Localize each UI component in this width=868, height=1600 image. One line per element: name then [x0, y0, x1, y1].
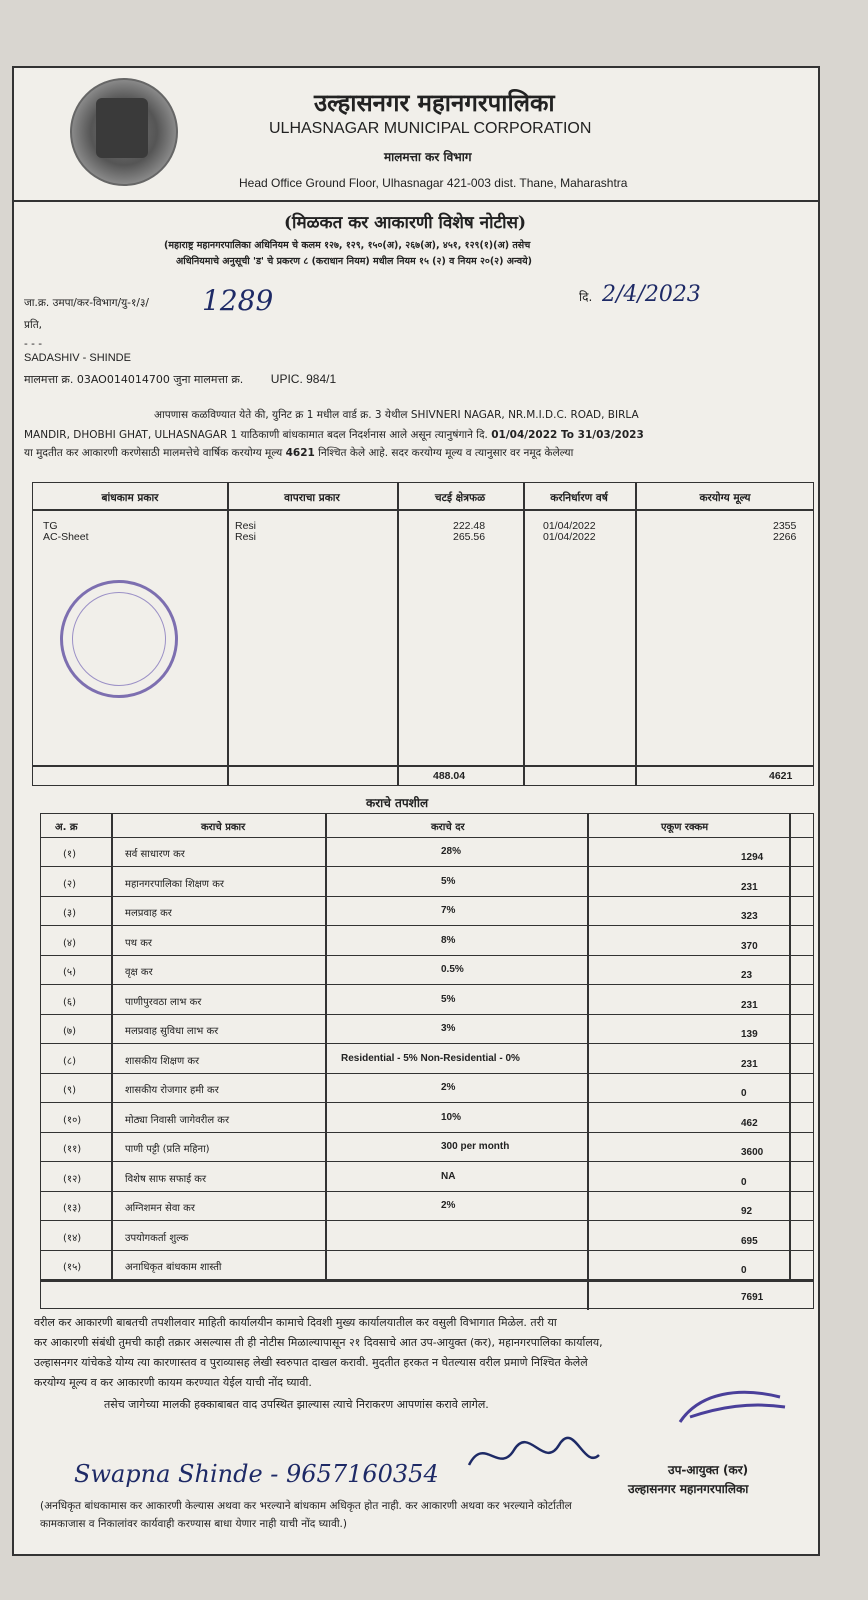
tax-row	[41, 1074, 813, 1103]
tax-type: अग्निशमन सेवा कर	[125, 1203, 195, 1214]
tax-row	[41, 1045, 813, 1074]
tax-details-title: कराचे तपशील	[366, 796, 429, 810]
paragraph-line-3-text: या मुदतीत कर आकारणी करणेसाठी मालमत्तेचे वार्षिक करयोग्य मूल्य	[24, 447, 283, 459]
tax-rate: 300 per month	[441, 1141, 510, 1152]
tax-amount: 231	[741, 1058, 758, 1070]
tax-row	[41, 1192, 813, 1221]
tax-sr-no: (१४)	[63, 1232, 82, 1244]
header-total-amount: एकूण रक्कम	[661, 822, 709, 833]
tax-row	[41, 1251, 813, 1280]
tax-rate: 5%	[441, 993, 456, 1005]
row2-area: 265.56	[453, 531, 486, 543]
tax-type: शासकीय रोजगार हमी कर	[125, 1085, 219, 1096]
table-total-divider	[41, 1280, 813, 1282]
rubber-stamp-inner-ring	[72, 592, 166, 686]
footer-line-1: वरील कर आकारणी बाबतची तपशीलवार माहिती कार्यालयीन कामाचे दिवशी मुख्य कार्यालयातील कर वसुली विभागात मिळेल. तरी या	[34, 1316, 557, 1329]
notice-act-line-2: अधिनियमाचे अनुसूची 'ड' चे प्रकरण ८ (कराधान नियम) मधील नियम १५ (२) व नियम २०(२) अन्वये)	[176, 256, 532, 267]
paragraph-line-3-tail: निश्चित केले आहे. सदर करयोग्य मूल्य व त्यानुसार वर नमूद केलेल्या	[318, 447, 574, 459]
tax-amount: 231	[741, 881, 758, 893]
footer-line-4: करयोग्य मूल्य व कर आकारणी कायम करण्यात येईल याची नोंद घ्यावी.	[34, 1376, 312, 1389]
reference-label: जा.क्र. उमपा/कर-विभाग/यु-१/३/	[24, 297, 149, 309]
row1-year: 01/04/2022	[543, 520, 596, 532]
tax-sr-no: (४)	[63, 937, 77, 949]
tax-sr-no: (११)	[63, 1144, 82, 1155]
notice-sheet	[12, 66, 820, 1556]
officer-signature	[670, 1382, 790, 1432]
tax-type: महानगरपालिका शिक्षण कर	[125, 878, 224, 890]
col-divider	[397, 483, 399, 785]
tax-row	[41, 1163, 813, 1192]
tax-rate: Residential - 5% Non-Residential - 0%	[341, 1052, 520, 1064]
tax-row	[41, 986, 813, 1015]
reference-number-handwritten: 1289	[202, 284, 274, 317]
footer-line-2: कर आकारणी संबंधी तुमची काही तक्रार असल्यास ती ही नोटीस मिळाल्यापासून २१ दिवसाचे आत उप-आयुक्त (कर), महानगरपालिका कार्यालय,	[34, 1336, 603, 1349]
tax-sr-no: (१०)	[63, 1114, 82, 1126]
tax-sr-no: (१५)	[63, 1262, 82, 1273]
tax-rate: 0.5%	[441, 964, 464, 975]
note-line-2: कामकाजास व निकालांवर कार्यवाही करण्यास बाधा येणार नाही याची नोंद घ्यावी.)	[40, 1518, 347, 1530]
tax-type: सर्व साधारण कर	[125, 849, 185, 860]
tax-type: मोठ्या निवासी जागेवरील कर	[125, 1114, 230, 1126]
tax-amount: 695	[741, 1235, 758, 1247]
tax-details-table	[40, 813, 814, 1309]
tax-type: मलप्रवाह सुविधा लाभ कर	[125, 1026, 219, 1037]
header-tax-type: कराचे प्रकार	[201, 822, 246, 833]
property-number	[24, 372, 336, 387]
handwritten-signature	[464, 1430, 604, 1480]
tax-amount: 139	[741, 1029, 758, 1040]
tax-type: पाणी पट्टी (प्रति महिना)	[125, 1144, 210, 1155]
total-rateable-value: 4621	[769, 770, 793, 782]
tax-sr-no: (९)	[63, 1085, 77, 1096]
tax-row	[41, 868, 813, 897]
row1-value: 2355	[773, 520, 797, 532]
tax-row	[41, 927, 813, 956]
corporation-sign: उल्हासनगर महानगरपालिका	[628, 1482, 749, 1496]
assessment-period: 01/04/2022 To 31/03/2023	[491, 429, 644, 441]
tax-type: विशेष साफ सफाई कर	[125, 1173, 207, 1185]
tax-sr-no: (७)	[63, 1026, 77, 1037]
row1-construction: TG	[43, 520, 58, 532]
row2-construction: AC-Sheet	[43, 531, 89, 543]
paragraph-line-3	[24, 446, 573, 460]
tax-row	[41, 1222, 813, 1251]
tax-type: शासकीय शिक्षण कर	[125, 1055, 200, 1067]
tax-amount: 23	[741, 970, 753, 981]
notice-act-line-1: (महाराष्ट्र महानगरपालिका अधिनियम चे कलम १२७, १२९, १५०(अ), २६७(अ), ४५१, १२९(१)(अ) तसेच	[164, 240, 531, 251]
date-handwritten: 2/4/2023	[602, 282, 701, 307]
tax-rate: 8%	[441, 934, 456, 946]
paragraph-line-2	[24, 428, 644, 442]
tax-type: वृक्ष कर	[125, 967, 153, 978]
header-carpet-area: चटई क्षेत्रफळ	[434, 492, 486, 504]
table-header-divider	[33, 509, 813, 511]
upic: UPIC. 984/1	[270, 372, 337, 386]
tax-amount: 0	[741, 1176, 747, 1188]
dashes: - - -	[24, 338, 43, 350]
tax-sr-no: (८)	[63, 1055, 77, 1067]
tax-amount: 462	[741, 1117, 758, 1129]
tax-amount: 1294	[741, 852, 764, 863]
tax-rate: 7%	[441, 905, 456, 916]
tax-amount: 231	[741, 999, 758, 1011]
paragraph-line-1: आपणास कळविण्यात येते की, युनिट क्र 1 मधील वार्ड क्र. 3 येथील SHIVNERI NAGAR, NR.M.I.D.C. ROAD, BIRLA	[154, 409, 639, 421]
date-label: दि.	[579, 290, 593, 304]
row2-value: 2266	[773, 531, 797, 543]
tax-amount: 92	[741, 1206, 753, 1217]
col-divider	[227, 483, 229, 785]
tax-amount: 3600	[741, 1147, 764, 1158]
tax-sr-no: (५)	[63, 967, 77, 978]
table-header-row	[41, 814, 813, 838]
title-english: ULHASNAGAR MUNICIPAL CORPORATION	[269, 120, 592, 137]
tax-sr-no: (२)	[63, 878, 77, 890]
footer-line-3: उल्हासनगर यांचेकडे योग्य त्या कारणास्तव व पुराव्यासह लेखी स्वरुपात दाखल करावी. मुदतीत हरकत न घेतल्यास वरील प्रमाणे निश्चित केलेले	[34, 1356, 588, 1369]
tax-row	[41, 1133, 813, 1162]
tax-type: उपयोगकर्ता शुल्क	[125, 1232, 189, 1244]
tax-amount: 370	[741, 940, 758, 952]
tax-rate: NA	[441, 1170, 456, 1182]
tax-row	[41, 956, 813, 985]
row2-year: 01/04/2022	[543, 531, 596, 543]
header-tax-rate: कराचे दर	[431, 822, 465, 833]
handwritten-name-phone: Swapna Shinde - 9657160354	[74, 1460, 439, 1488]
tax-row	[41, 838, 813, 867]
tax-type: अनाधिकृत बांधकाम शास्ती	[125, 1262, 222, 1273]
row1-usage: Resi	[235, 520, 257, 532]
tax-rate: 3%	[441, 1023, 456, 1034]
header-sr-no: अ. क्र	[55, 822, 78, 833]
tax-rate: 2%	[441, 1082, 456, 1093]
tax-amount: 323	[741, 911, 758, 922]
tax-sr-no: (१२)	[63, 1173, 82, 1185]
address: Head Office Ground Floor, Ulhasnagar 421-003 dist. Thane, Maharashtra	[239, 176, 628, 190]
tax-rate: 28%	[441, 846, 462, 857]
row2-usage: Resi	[235, 531, 257, 543]
header-divider	[14, 200, 818, 202]
owner-name: SADASHIV - SHINDE	[24, 352, 131, 364]
footer-line-5: तसेच जागेच्या मालकी हक्काबाबत वाद उपस्थित झाल्यास त्याचे निराकरण आपणांस करावे लागेल.	[104, 1398, 489, 1411]
header-assessment-year: करनिर्धारण वर्ष	[550, 492, 608, 504]
tax-amount: 0	[741, 1088, 747, 1099]
annual-rateable-value: 4621	[285, 447, 315, 459]
tax-type: पाणीपुरवठा लाभ कर	[125, 996, 202, 1008]
total-area: 488.04	[433, 770, 466, 782]
tax-row	[41, 1104, 813, 1133]
header-construction-type: बांधकाम प्रकार	[101, 492, 159, 504]
paragraph-line-2-text: MANDIR, DHOBHI GHAT, ULHASNAGAR 1 याठिकाणी बांधकामात बदल निदर्शनास आले असून त्यानुषंगाने दि.	[24, 429, 488, 441]
notice-title: (मिळकत कर आकारणी विशेष नोटीस)	[284, 213, 527, 233]
grand-total: 7691	[741, 1292, 764, 1303]
table-total-divider	[33, 765, 813, 767]
property-label: मालमत्ता क्र. 03AO014014700 जुना मालमत्ता क्र.	[24, 373, 244, 386]
tax-sr-no: (३)	[63, 908, 77, 919]
tax-amount: 0	[741, 1265, 747, 1276]
tax-rate: 10%	[441, 1111, 462, 1123]
tax-sr-no: (६)	[63, 996, 77, 1008]
tax-rate: 2%	[441, 1200, 456, 1211]
department: मालमत्ता कर विभाग	[384, 150, 472, 164]
tax-type: पथ कर	[125, 937, 153, 949]
emblem-center	[96, 98, 148, 158]
header-usage-type: वापराचा प्रकार	[284, 492, 340, 504]
tax-row	[41, 897, 813, 926]
header-rateable-value: करयोग्य मूल्य	[699, 492, 751, 504]
tax-row	[41, 1015, 813, 1044]
col-divider	[635, 483, 637, 785]
deputy-commissioner: उप-आयुक्त (कर)	[668, 1463, 749, 1477]
tax-sr-no: (१)	[63, 849, 77, 860]
tax-type: मलप्रवाह कर	[125, 908, 172, 919]
to-label: प्रति,	[24, 319, 43, 331]
row1-area: 222.48	[453, 520, 486, 532]
note-line-1: (अनधिकृत बांधकामास कर आकारणी केल्यास अथवा कर भरल्याने बांधकाम अधिकृत होत नाही. कर आकारणी अथवा कर भरल्याने कोर्टातील	[40, 1500, 572, 1512]
tax-rate: 5%	[441, 875, 456, 887]
col-divider	[523, 483, 525, 785]
tax-sr-no: (१३)	[63, 1203, 82, 1214]
title-hindi: उल्हासनगर महानगरपालिका	[314, 88, 555, 117]
